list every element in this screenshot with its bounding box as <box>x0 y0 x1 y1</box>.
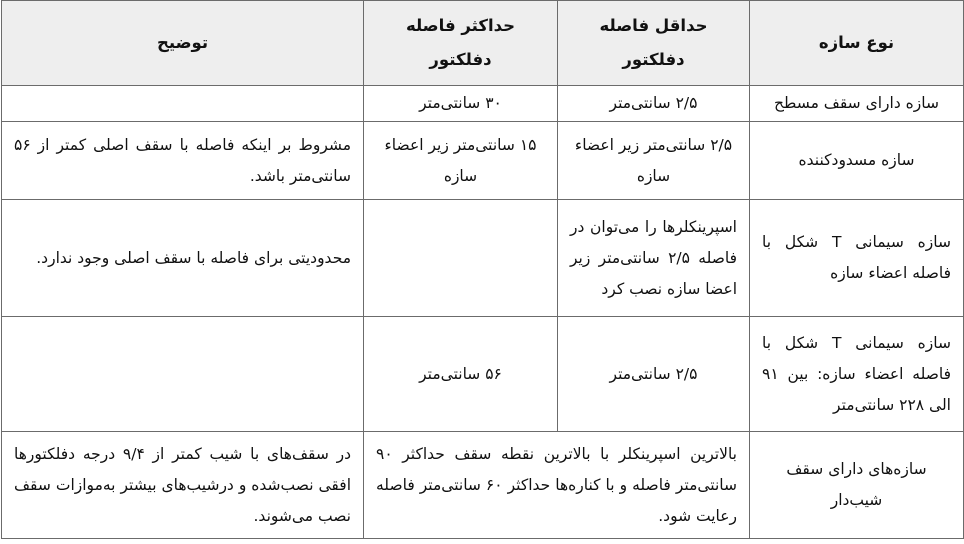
table-row <box>2 122 964 200</box>
cell-description <box>2 86 364 122</box>
header-row <box>2 1 964 86</box>
cell-structure-type: سازه سیمانی T شکل با فاصله اعضاء سازه: بین ۹۱ الی ۲۲۸ سانتی‌متر <box>750 317 964 432</box>
cell-min-distance: ۲/۵ سانتی‌متر زیر اعضاء سازه <box>558 122 750 200</box>
cell-max-distance: ۵۶ سانتی‌متر <box>364 317 558 432</box>
cell-min-distance: ۲/۵ سانتی‌متر <box>558 86 750 122</box>
cell-structure-type: سازه دارای سقف مسطح <box>750 86 964 122</box>
header-max-distance: حداکثر فاصله دفلکتور <box>364 1 558 86</box>
table-row <box>2 200 964 317</box>
cell-description: محدودیتی برای فاصله با سقف اصلی وجود ندارد. <box>2 200 364 317</box>
deflector-distance-table <box>1 0 964 539</box>
cell-structure-type: سازه‌های دارای سقف شیب‌دار <box>750 432 964 539</box>
header-description: توضیح <box>2 1 364 86</box>
cell-description <box>2 317 364 432</box>
cell-structure-type: سازه مسدودکننده <box>750 122 964 200</box>
cell-merged-distance: بالاترین اسپرینکلر با بالاترین نقطه سقف حداکثر ۹۰ سانتی‌متر فاصله و با کناره‌ها حداکثر ۶۰ سانتی‌متر فاصله رعایت شود. <box>364 432 750 539</box>
cell-min-distance: ۲/۵ سانتی‌متر <box>558 317 750 432</box>
table-row <box>2 317 964 432</box>
cell-description: در سقف‌های با شیب کمتر از ۹/۴ درجه دفلکتورها افقی نصب‌شده و درشیب‌های بیشتر به‌موازات سقف نصب می‌شوند. <box>2 432 364 539</box>
table-body <box>2 86 964 539</box>
cell-max-distance: ۱۵ سانتی‌متر زیر اعضاء سازه <box>364 122 558 200</box>
cell-max-distance <box>364 200 558 317</box>
header-min-distance: حداقل فاصله دفلکتور <box>558 1 750 86</box>
table-header <box>2 1 964 86</box>
cell-structure-type: سازه سیمانی T شکل با فاصله اعضاء سازه <box>750 200 964 317</box>
cell-min-distance: اسپرینکلرها را می‌توان در فاصله ۲/۵ سانتی‌متر زیر اعضا سازه نصب کرد <box>558 200 750 317</box>
header-structure-type: نوع سازه <box>750 1 964 86</box>
cell-max-distance: ۳۰ سانتی‌متر <box>364 86 558 122</box>
table-row <box>2 86 964 122</box>
table-row <box>2 432 964 539</box>
cell-description: مشروط بر اینکه فاصله با سقف اصلی کمتر از ۵۶ سانتی‌متر باشد. <box>2 122 364 200</box>
